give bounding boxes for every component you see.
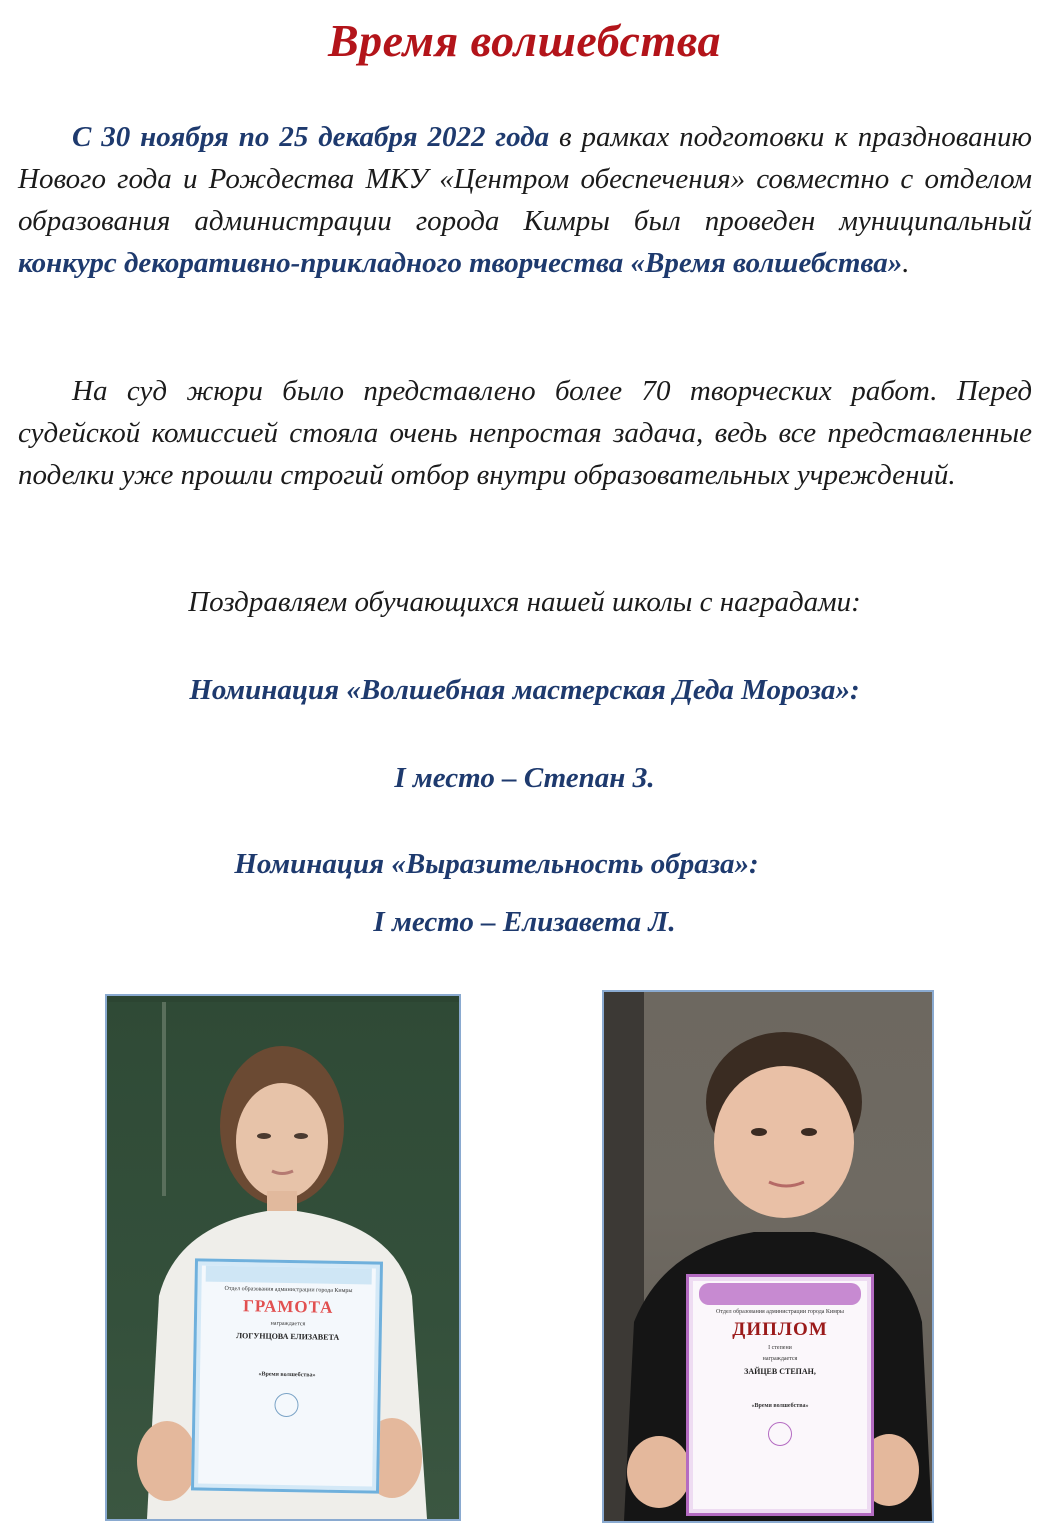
intro-end: .: [902, 247, 910, 279]
diploma-title: ДИПЛОМ: [732, 1319, 828, 1340]
certificate-awarded: награждается: [270, 1320, 306, 1328]
intro-paragraph: [18, 116, 1032, 284]
intro-text: в рамках подготовки к празднованию Нового года и Рождества МКУ «Центром обеспечения» совместно с отделом образования администрации города Кимры был проведен муниципальный: [18, 121, 1032, 237]
contest-name: конкурс декоративно-прикладного творчества «Время волшебства»: [18, 247, 903, 279]
contest-dates: С 30 ноября по 25 декабря 2022 года: [72, 121, 550, 153]
diploma-recipient: ЗАЙЦЕВ СТЕПАН,: [744, 1367, 816, 1376]
diploma-org: Отдел образования администрации города Кимры: [716, 1309, 844, 1315]
certificate-org: Отдел образования администрации города Кимры: [224, 1285, 353, 1295]
seal-icon: [274, 1393, 298, 1417]
page-title: Время волшебства: [328, 15, 721, 66]
place-1: I место – Степан З.: [394, 762, 655, 794]
certificate-ribbon: [699, 1283, 861, 1305]
seal-icon: [768, 1422, 792, 1446]
certificate-recipient: ЛОГУНЦОВА ЕЛИЗАВЕТА: [236, 1331, 340, 1342]
certificate-diploma: [686, 1274, 874, 1516]
congrats-line: Поздравляем обучающихся нашей школы с наградами:: [188, 586, 861, 618]
diploma-awarded: награждается: [762, 1356, 798, 1362]
jury-paragraph: На суд жюри было представлено более 70 творческих работ. Перед судейской комиссией стояла очень непростая задача, ведь все представленные поделки уже прошли строгий отбор внутри образовательных учреждений.: [18, 375, 1032, 491]
certificate-contest: «Время волшебства»: [258, 1371, 316, 1379]
certificate-gramota: [191, 1258, 383, 1493]
photo-boy-with-diploma: [602, 990, 934, 1523]
diploma-degree: I степени: [768, 1345, 792, 1351]
certificate-title: ГРАМОТА: [242, 1296, 334, 1317]
place-2: I место – Елизавета Л.: [373, 906, 676, 938]
photo-girl-with-certificate: [105, 994, 461, 1521]
nomination-1: Номинация «Волшебная мастерская Деда Мороза»:: [189, 674, 860, 706]
nomination-2: Номинация «Выразительность образа»:: [234, 848, 759, 880]
diploma-contest: «Время волшебства»: [751, 1403, 809, 1409]
certificate-header-band: [206, 1266, 372, 1285]
